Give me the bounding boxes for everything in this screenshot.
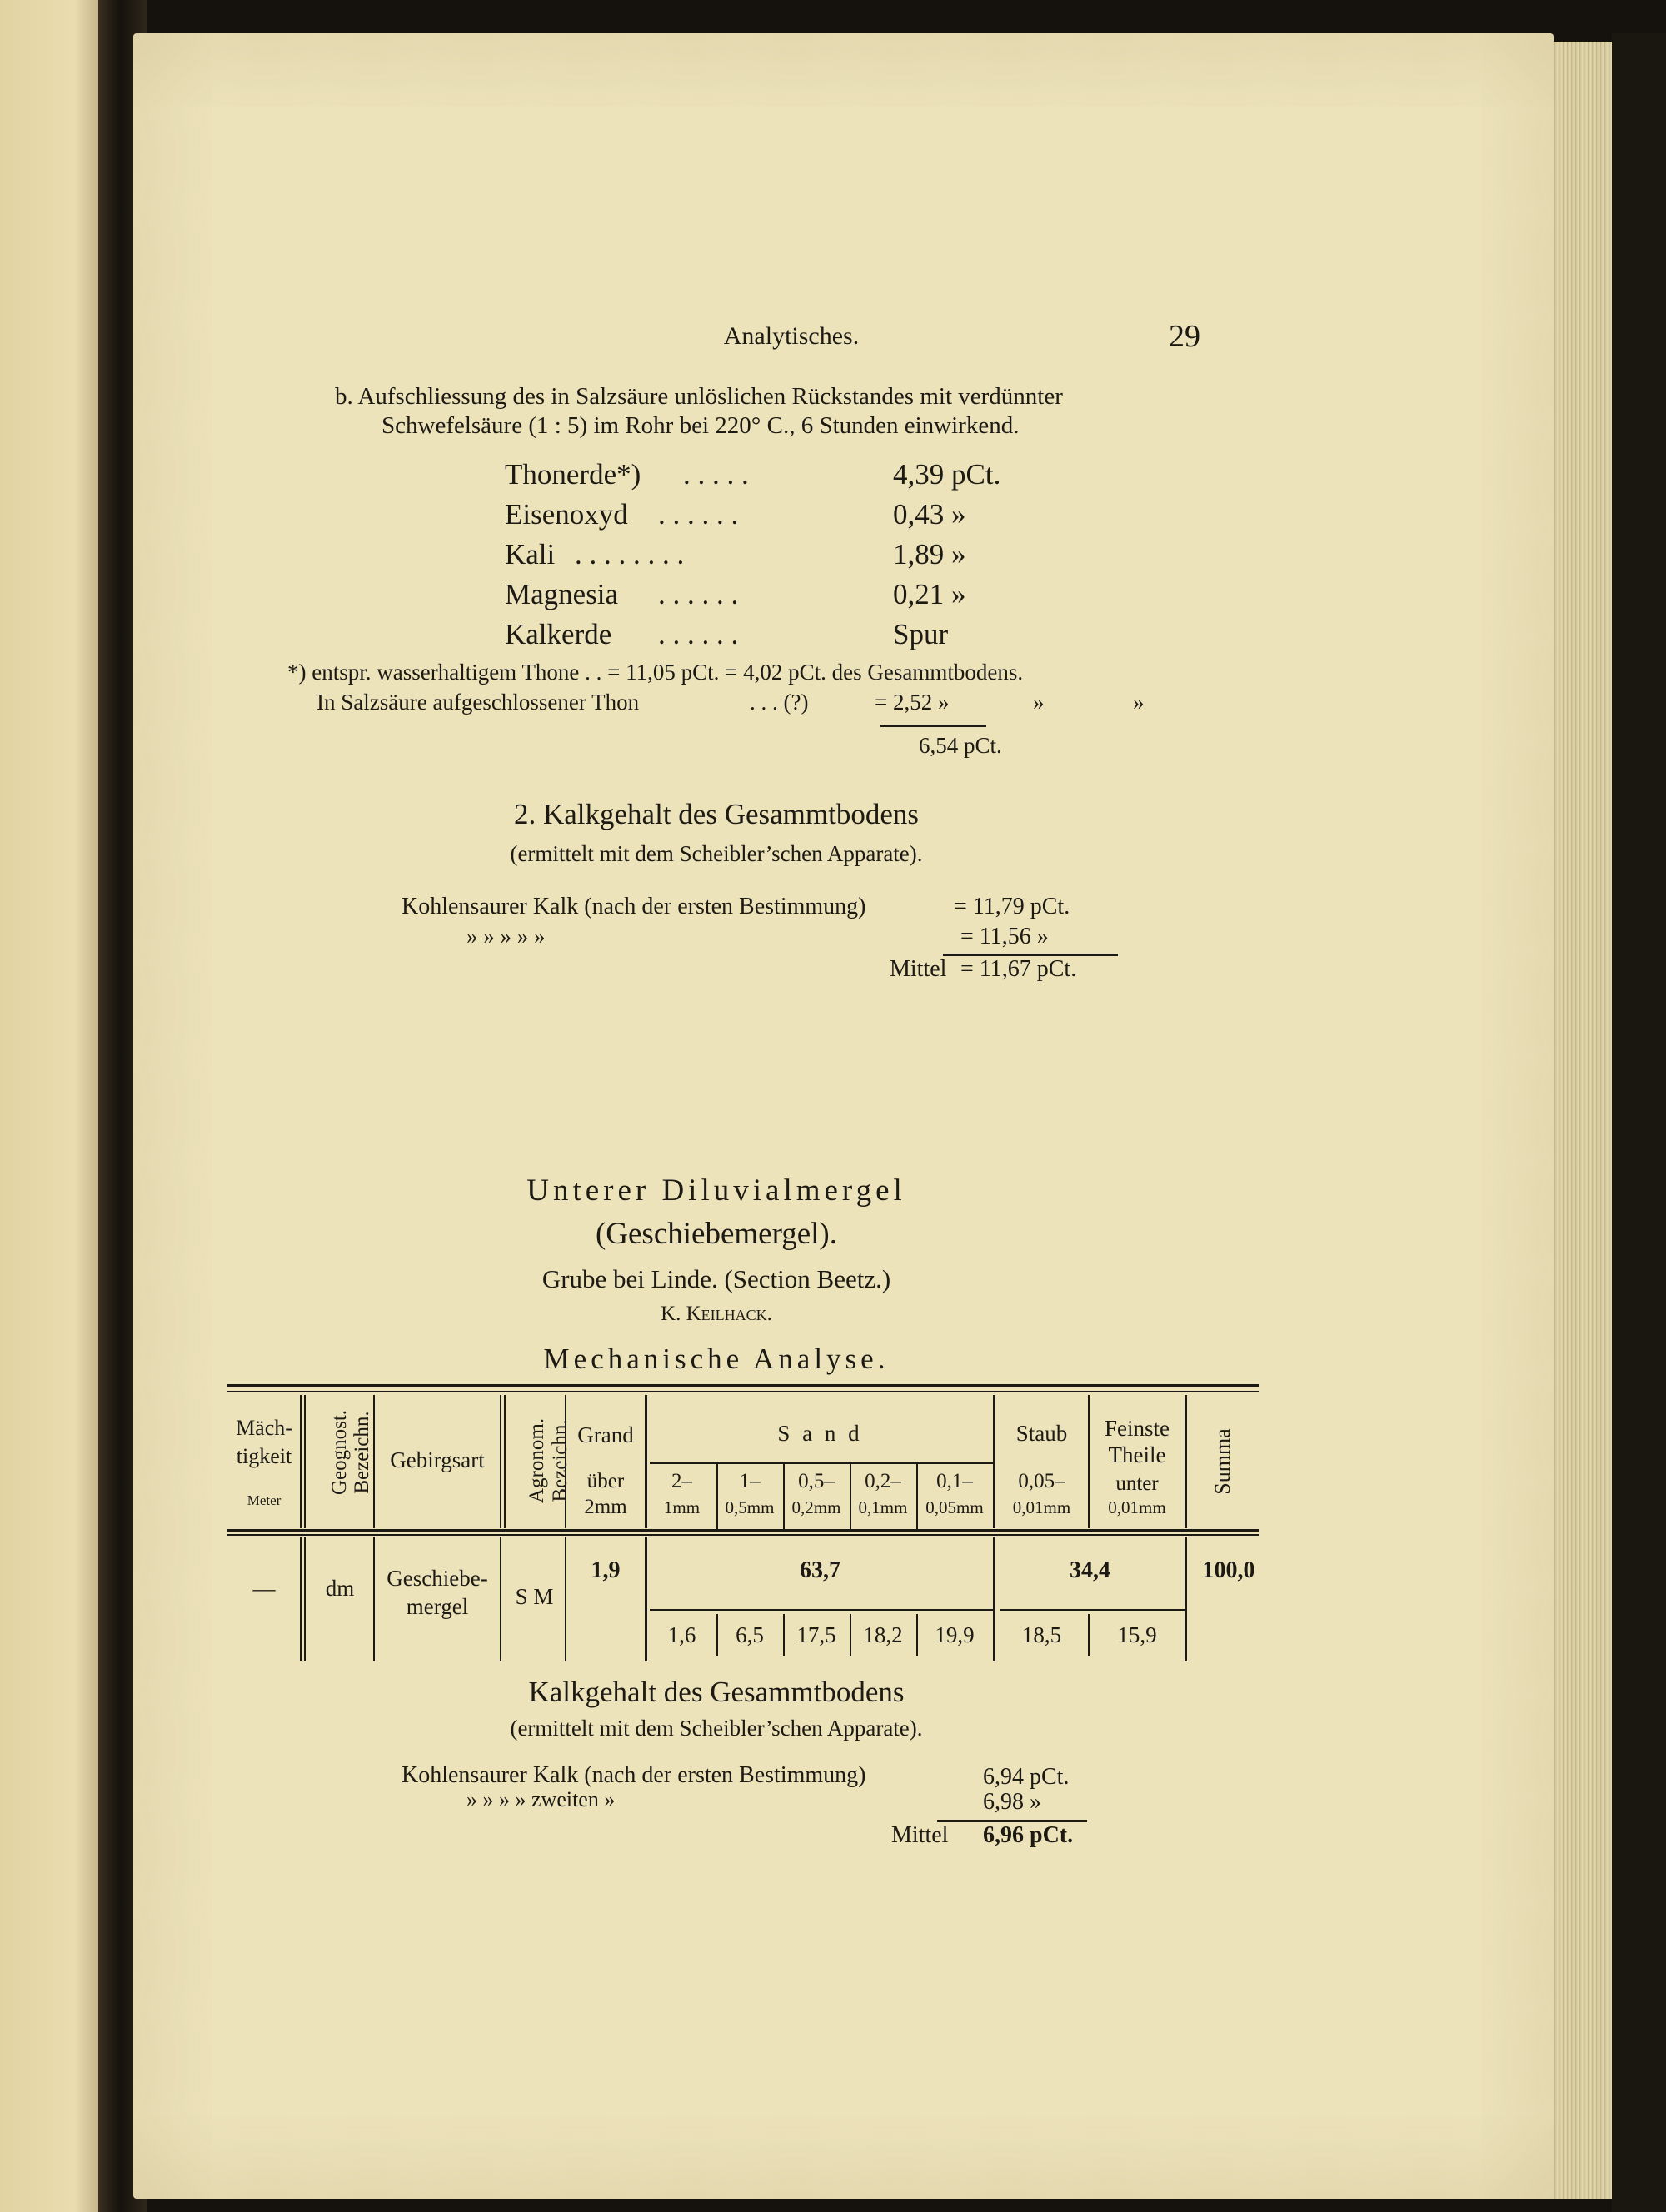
- header-staub: 0,01mm: [1012, 1497, 1071, 1517]
- thon-label: In Salzsäure aufgeschlossener Thon: [317, 690, 640, 715]
- header-sand-fraction: 0,5mm: [725, 1497, 775, 1517]
- body-sub-rule: [650, 1609, 993, 1611]
- header-geognost: Bezeichn.: [351, 1411, 373, 1494]
- header-grand: Grand: [577, 1422, 634, 1447]
- header-agronom: Bezeichn.: [549, 1419, 571, 1502]
- cell-sand-total: 63,7: [800, 1557, 840, 1583]
- kalk1-line1-label: Kohlensaurer Kalk (nach der ersten Bestimmung): [402, 894, 866, 919]
- header-sand: S a n d: [777, 1421, 863, 1446]
- cell-fraction: 17,5: [796, 1622, 836, 1647]
- running-title: Analytisches.: [723, 322, 860, 350]
- kalk2-line1-value: 6,94 pCt.: [983, 1764, 1070, 1790]
- section2-location: Grube bei Linde. (Section Beetz.): [541, 1264, 891, 1293]
- header-sand-fraction: 0,5–: [798, 1470, 835, 1492]
- header-feinste: unter: [1115, 1472, 1159, 1495]
- sand-sub-rule: [650, 1462, 993, 1464]
- header-grand: über: [586, 1470, 625, 1492]
- cell-gebirgsart: mergel: [406, 1594, 469, 1619]
- thon-value: = 2,52 »: [875, 690, 950, 715]
- leader-dots: . . . . . .: [658, 578, 739, 610]
- oxide-name: Kalkerde: [505, 618, 612, 650]
- kalk1-subheading: (ermittelt mit dem Scheibler’schen Apparate).: [510, 841, 923, 866]
- oxide-name: Thonerde*): [505, 458, 641, 491]
- leader-dots: . . . . . .: [658, 618, 739, 650]
- header-staub: Staub: [1015, 1421, 1068, 1446]
- ditto-mark: »: [1133, 690, 1145, 715]
- header-sand-fraction: 1–: [739, 1470, 761, 1492]
- section2-subtitle: (Geschiebemergel).: [595, 1217, 838, 1251]
- ditto-mark: »: [1033, 690, 1045, 715]
- kalk1-line1-value: = 11,79 pCt.: [954, 894, 1070, 919]
- analysis-title: Mechanische Analyse.: [543, 1343, 890, 1375]
- body-sub-rule: [1000, 1609, 1185, 1611]
- column-divider: [565, 1537, 566, 1661]
- kalk1-mittel-label: Mittel: [890, 956, 947, 982]
- header-sand-fraction: 1mm: [663, 1497, 701, 1517]
- table-header-rule: [227, 1529, 1259, 1532]
- kalk2-subheading: (ermittelt mit dem Scheibler’schen Apparate).: [510, 1716, 923, 1741]
- leader-dots: . . . . . . . .: [575, 538, 685, 570]
- footnote-thone: *) entspr. wasserhaltigem Thone . . = 11,05 pCt. = 4,02 pCt. des Gesammtbodens.: [287, 660, 1024, 685]
- oxide-value: 1,89 »: [893, 538, 966, 570]
- oxide-name: Magnesia: [505, 578, 619, 610]
- header-feinste: Theile: [1108, 1442, 1166, 1467]
- section2-author: K. Keilhack.: [661, 1303, 772, 1325]
- thon-dots: . . . (?): [750, 690, 809, 715]
- kalk2-line2-value: 6,98 »: [983, 1789, 1041, 1815]
- header-feinste: 0,01mm: [1108, 1497, 1166, 1517]
- header-sand-fraction: 0,1mm: [858, 1497, 908, 1517]
- cell-fraction: 18,2: [863, 1622, 903, 1647]
- header-sand-fraction: 0,1–: [936, 1470, 973, 1492]
- cell-gebirgsart: Geschiebe-: [387, 1566, 488, 1591]
- cell-fraction: 1,6: [667, 1622, 696, 1647]
- sum-rule: [880, 725, 986, 727]
- kalk2-line1-label: Kohlensaurer Kalk (nach der ersten Bestimmung): [402, 1762, 866, 1788]
- cell-fraction: 15,9: [1117, 1622, 1157, 1647]
- cell-grand: 1,9: [591, 1557, 621, 1583]
- header-grand: 2mm: [584, 1496, 627, 1518]
- column-divider: [1185, 1395, 1187, 1528]
- header-sand-fraction: 0,2mm: [791, 1497, 841, 1517]
- oxide-value: 0,43 »: [893, 498, 966, 531]
- page-stack-edge: [1549, 42, 1618, 2199]
- cell-geognost: dm: [325, 1576, 355, 1601]
- kalk2-mittel-label: Mittel: [891, 1822, 949, 1848]
- cell-maechtigkeit: —: [252, 1576, 276, 1601]
- header-maechtigkeit: Mäch-: [236, 1416, 292, 1440]
- column-divider: [500, 1395, 501, 1528]
- leader-dots: . . . . .: [683, 458, 749, 491]
- header-agronom: Agronom.: [526, 1417, 548, 1504]
- oxide-name: Kali: [505, 538, 556, 570]
- oxide-value: Spur: [893, 618, 949, 650]
- column-divider: [500, 1537, 501, 1661]
- thon-sum: 6,54 pCt.: [919, 733, 1002, 758]
- header-maechtigkeit: tigkeit: [236, 1444, 292, 1468]
- table-header-rule: [227, 1534, 1259, 1536]
- cell-fraction: 6,5: [736, 1622, 764, 1647]
- table-top-rule: [227, 1391, 1259, 1392]
- section2-title: Unterer Diluvialmergel: [526, 1173, 906, 1208]
- oxide-value: 4,39 pCt.: [893, 458, 1001, 491]
- kalk1-heading: 2. Kalkgehalt des Gesammtbodens: [513, 798, 919, 830]
- page-number: 29: [1169, 319, 1200, 354]
- cell-fraction: 18,5: [1021, 1622, 1062, 1647]
- header-sand-fraction: 0,05mm: [925, 1497, 984, 1517]
- kalk1-line2-ditto: » » » » »: [466, 924, 546, 949]
- header-staub: 0,05–: [1018, 1470, 1065, 1492]
- kalk1-line2-value: = 11,56 »: [960, 924, 1049, 949]
- cell-fraction: 19,9: [935, 1622, 975, 1647]
- header-geognost: Geognost.: [328, 1409, 351, 1496]
- leader-dots: . . . . . .: [658, 498, 739, 531]
- section-b-intro-line2: Schwefelsäure (1 : 5) im Rohr bei 220° C., 6 Stunden einwirkend.: [382, 412, 1020, 439]
- header-gebirgsart: Gebirgsart: [390, 1447, 485, 1472]
- section-b-intro-line1: b. Aufschliessung des in Salzsäure unlöslichen Rückstandes mit verdünnter: [335, 383, 1063, 410]
- kalk1-mittel-value: = 11,67 pCt.: [960, 956, 1077, 982]
- header-sand-fraction: 0,2–: [865, 1470, 901, 1492]
- column-divider: [304, 1395, 306, 1528]
- cell-summa: 100,0: [1202, 1557, 1255, 1583]
- table-top-rule: [227, 1384, 1259, 1387]
- kalk2-line2-label: » » » » zweiten »: [466, 1787, 616, 1811]
- kalk2-heading: Kalkgehalt des Gesammtbodens: [528, 1676, 905, 1708]
- book-page: [133, 33, 1554, 2199]
- kalk2-mittel-value: 6,96 pCt.: [983, 1822, 1074, 1848]
- header-meter-unit: Meter: [247, 1492, 282, 1508]
- facing-page-edge: [0, 0, 107, 2212]
- cell-agronom: S M: [515, 1584, 554, 1609]
- column-divider: [504, 1395, 506, 1528]
- header-summa: Summa: [1210, 1428, 1235, 1495]
- header-sand-fraction: 2–: [671, 1470, 692, 1492]
- oxide-value: 0,21 »: [893, 578, 966, 610]
- column-divider: [1185, 1537, 1187, 1661]
- cell-staub-total: 34,4: [1070, 1557, 1110, 1583]
- header-feinste: Feinste: [1105, 1416, 1170, 1441]
- book-cover-edge: [1612, 33, 1666, 2212]
- oxide-name: Eisenoxyd: [505, 498, 628, 531]
